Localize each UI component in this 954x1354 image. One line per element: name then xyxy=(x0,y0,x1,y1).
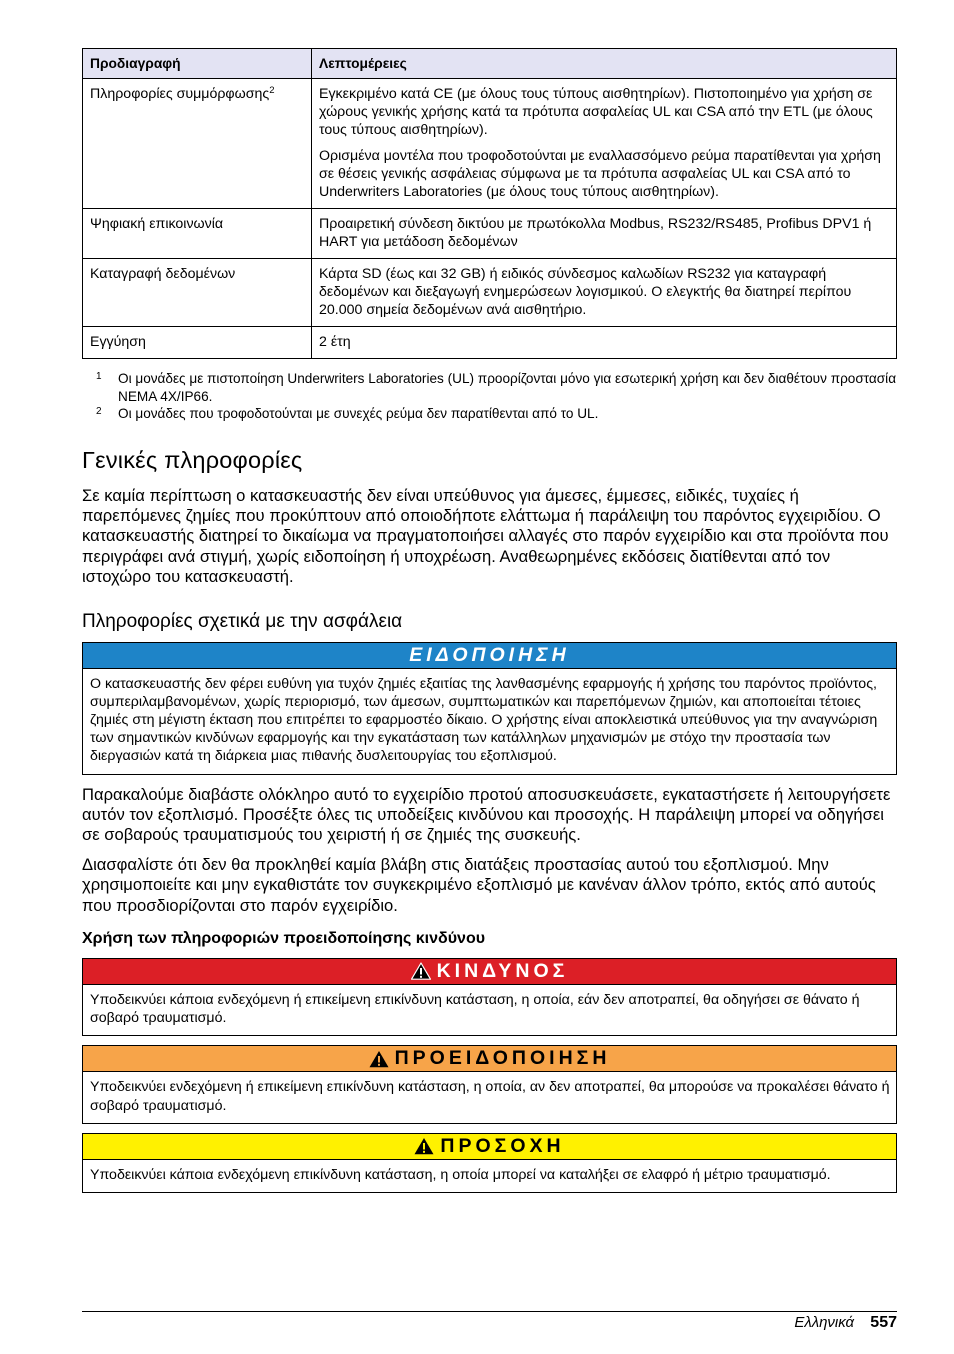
safety-paragraph: Διασφαλίστε ότι δεν θα προκληθεί καμία βλάβη στις διατάξεις προστασίας αυτού του εξοπλισμού. Μην χρησιμοποιείτε και μην εγκαθιστάτε τον συγκεκριμένο εξοπλισμό με κανέναν άλλον τρόπο, εκτός από αυτούς που προσδιορίζονται στο παρόν εγχειρίδιο. xyxy=(82,854,876,915)
warning-box xyxy=(82,1045,897,1123)
danger-header: ΚΙΝΔΥΝΟΣ xyxy=(83,959,896,985)
notice-text: Ο κατασκευαστής δεν φέρει ευθύνη για τυχόν ζημιές εξαιτίας της λανθασμένης εφαρμογής ή χρήσης του παρόντος προϊόντος, συμπεριλαμβανομένων, χωρίς περιορισμό, των άμεσων, συμπτωματικών και παρεπόμενων ζημιών, και αποποιείται τέτοιες ζημιές στη μέγιστη έκταση που επιτρέπει το εφαρμοστέο δίκαιο. Ο χρήστης είναι αποκλειστικά υπεύθυνος για την αναγνώριση των σημαντικών κινδύνων εφαρμογής και την εγκατάσταση των κατάλληλων μηχανισμών με στόχο την προστασία των διεργασιών κατά τη διάρκεια μιας πιθανής δυσλειτουργίας του εξοπλισμού. xyxy=(90,675,878,765)
details-cell: Εγκεκριμένο κατά CE (με όλους τους τύπους αισθητηρίων). Πιστοποιημένο για χρήση σε χώρους γενικής χρήσης κατά τα πρότυπα ασφαλείας UL και CSA από την ETL (με όλους τους τύπους αισθητηρίων). Ορισμένα μοντέλα που τροφοδοτούνται με εναλλασσόμενο ρεύμα παρατίθενται για χρήση σε θέσεις γενικής ασφάλειας σύμφωνα με τα πρότυπα ασφαλείας UL και CSA από το Underwriters Laboratories (με όλους τους τύπους αισθητηρίων). xyxy=(312,79,897,209)
warning-triangle-icon xyxy=(369,1050,389,1068)
general-info-heading: Γενικές πληροφορίες xyxy=(82,446,303,473)
details-cell: 2 έτη xyxy=(312,327,897,359)
warning-triangle-icon xyxy=(411,962,431,980)
details-cell: Κάρτα SD (έως και 32 GB) ή ειδικός σύνδεσμος καλωδίων RS232 για καταγραφή δεδομένων και διεξαγωγή ενημερώσεων λογισμικού. Ο ελεγκτής θα διατηρεί περίπου 20.000 σημεία δεδομένων ανά αισθητήριο. xyxy=(312,259,897,327)
warning-header: ΠΡΟΕΙΔΟΠΟΙΗΣΗ xyxy=(83,1046,896,1072)
notice-box xyxy=(82,642,897,775)
footnotes xyxy=(82,370,897,423)
danger-text: Υποδεικνύει κάποια ενδεχόμενη ή επικείμενη επικίνδυνη κατάσταση, η οποία, εάν δεν αποτραπεί, θα οδηγήσει σε θάνατο ή σοβαρό τραυματισμό. xyxy=(90,991,860,1027)
spec-cell: Καταγραφή δεδομένων xyxy=(83,259,312,327)
footnote-ref: 2 xyxy=(269,85,275,96)
table-row xyxy=(83,327,897,359)
caution-box xyxy=(82,1133,897,1193)
general-info-text: Σε καμία περίπτωση ο κατασκευαστής δεν είναι υπεύθυνος για άμεσες, έμμεσες, ειδικές, τυχαίες ή παρεπόμενες ζημίες που προκύπτουν από οποιοδήποτε ελάττωμα ή παράλειψη του παρόντος εγχειριδίου. Ο κατασκευαστής διατηρεί το δικαίωμα να πραγματοποιήσει αλλαγές στο παρόν εγχειρίδιο και στα προϊόντα που περιγράφει ανά στιγμή, χωρίς ειδοποίηση ή υποχρέωση. Αναθεωρημένες εκδόσεις διατίθενται από τον ιστοχώρο του κατασκευαστή. xyxy=(82,485,889,587)
danger-box xyxy=(82,958,897,1036)
page-number: 557 xyxy=(870,1314,897,1331)
warning-text: Υποδεικνύει ενδεχόμενη ή επικείμενη επικίνδυνη κατάσταση, η οποία, αν δεν αποτραπεί, θα μπορούσε να προκαλέσει θάνατο ή σοβαρό τραυματισμό. xyxy=(90,1079,890,1114)
document-page xyxy=(82,48,897,1202)
footnote: 1 Οι μονάδες με πιστοποίηση Underwriters Laboratories (UL) προορίζονται μόνο για εσωτερική χρήση και δεν διαθέτουν προστασία NEMA 4X/IP66. xyxy=(96,371,897,404)
footer-language: Ελληνικά xyxy=(794,1314,855,1331)
details-cell: Προαιρετική σύνδεση δικτύου με πρωτόκολλα Modbus, RS232/RS485, Profibus DPV1 ή HART για μετάδοση δεδομένων xyxy=(312,209,897,259)
safety-paragraph: Παρακαλούμε διαβάστε ολόκληρο αυτό το εγχειρίδιο προτού αποσυσκευάσετε, εγκαταστήσετε ή λειτουργήσετε αυτόν τον εξοπλισμό. Προσέξτε όλες τις υποδείξεις κινδύνου και προσοχής. Η παράλειψη μπορεί να οδηγήσει σε σοβαρούς τραυματισμούς του χειριστή ή σε ζημιές της συσκευής. xyxy=(82,784,891,845)
table-row xyxy=(83,209,897,259)
spec-cell: Πληροφορίες συμμόρφωσης$^2$ xyxy=(83,79,312,209)
table-header-row xyxy=(83,49,897,79)
column-header-details: Λεπτομέρειες xyxy=(312,49,897,79)
table-row xyxy=(83,259,897,327)
spec-cell: Ψηφιακή επικοινωνία xyxy=(83,209,312,259)
table-row xyxy=(83,79,897,209)
footnote: 2 Οι μονάδες που τροφοδοτούνται με συνεχές ρεύμα δεν παρατίθενται από το UL. xyxy=(96,406,599,421)
page-footer xyxy=(82,1311,897,1332)
column-header-spec: Προδιαγραφή xyxy=(83,49,312,79)
warning-triangle-icon xyxy=(414,1137,434,1155)
notice-header: ΕΙΔΟΠΟΙΗΣΗ xyxy=(83,643,896,669)
caution-text: Υποδεικνύει κάποια ενδεχόμενη επικίνδυνη κατάσταση, η οποία μπορεί να καταλήξει σε ελαφρό ή μέτριο τραυματισμό. xyxy=(90,1166,831,1183)
hazard-info-heading: Χρήση των πληροφοριών προειδοποίησης κινδύνου xyxy=(82,929,486,947)
specifications-table xyxy=(82,48,897,359)
spec-cell: Εγγύηση xyxy=(83,327,312,359)
caution-header: ΠΡΟΣΟΧΗ xyxy=(83,1134,896,1160)
safety-info-heading: Πληροφορίες σχετικά με την ασφάλεια xyxy=(82,610,403,632)
